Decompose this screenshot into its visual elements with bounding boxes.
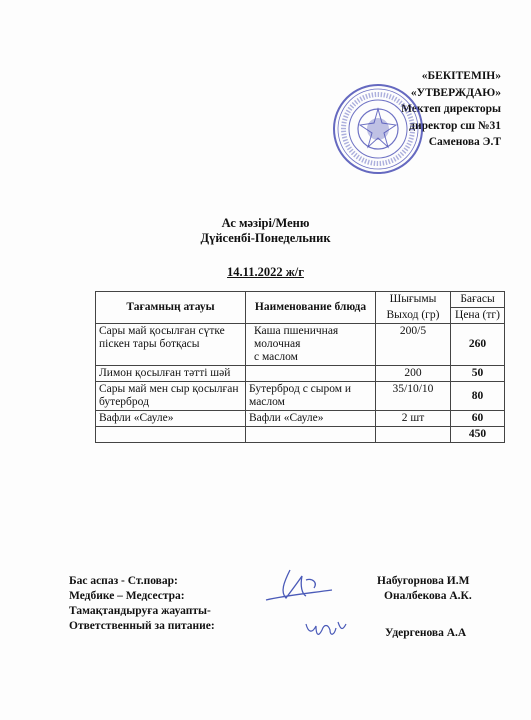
nurse-name: Оналбекова А.К. — [384, 590, 472, 602]
approval-line-3: Мектеп директоры — [401, 103, 501, 115]
official-seal-stamp — [332, 83, 424, 175]
responsible-role-ru: Ответственный за питание: — [69, 620, 215, 632]
table-total-row — [96, 427, 505, 443]
header-price-ru: Цена (тг) — [451, 308, 505, 324]
dish-name-kz: Сары май қосылған сүтке піскен тары ботқасы — [96, 324, 246, 366]
approval-line-4: директор сш №31 — [409, 119, 501, 132]
dish-price: 80 — [451, 382, 505, 411]
table-header-row — [96, 292, 505, 308]
menu-day: Дүйсенбі-Понедельник — [200, 231, 331, 245]
dish-name-ru: Каша пшеничная молочная с маслом — [246, 324, 376, 366]
header-name-ru: Наименование блюда — [246, 292, 376, 324]
menu-title: Ас мәзірі/Меню — [221, 216, 310, 230]
table-row — [96, 324, 505, 366]
dish-yield: 2 шт — [376, 411, 451, 427]
dish-name-ru — [246, 366, 376, 382]
dish-price: 60 — [451, 411, 505, 427]
dish-name-kz: Сары май мен сыр қосылған бутерброд — [96, 382, 246, 411]
menu-date: 14.11.2022 ж/г — [227, 265, 304, 279]
approval-line-1: «БЕКІТЕМІН» — [421, 70, 501, 82]
header-name-kz: Тағамның атауы — [96, 292, 246, 324]
table-row — [96, 411, 505, 427]
dish-yield: 35/10/10 — [376, 382, 451, 411]
nurse-role: Медбике – Медсестра: — [69, 590, 185, 602]
chef-name: Набугорнова И.М — [377, 575, 470, 587]
table-row — [96, 366, 505, 382]
dish-name-kz: Вафли «Сауле» — [96, 411, 246, 427]
responsible-role-kz: Тамақтандыруға жауапты- — [69, 605, 211, 617]
signature-roles — [69, 574, 215, 634]
dish-name-ru: Вафли «Сауле» — [246, 411, 376, 427]
header-price-kz: Бағасы — [451, 292, 505, 308]
approval-line-5: Саменова Э.Т — [428, 136, 501, 148]
menu-table — [95, 291, 505, 443]
approval-line-2: «УТВЕРЖДАЮ» — [410, 86, 501, 99]
responsible-handwritten-signature — [300, 614, 355, 644]
dish-yield: 200/5 — [376, 324, 451, 366]
dish-name-ru: Бутерброд с сыром и маслом — [246, 382, 376, 411]
header-yield-kz: Шығымы — [376, 292, 451, 308]
chef-handwritten-signature — [262, 560, 342, 610]
table-row — [96, 382, 505, 411]
chef-role: Бас аспаз - Ст.повар: — [69, 575, 178, 587]
dish-price: 260 — [451, 324, 505, 366]
responsible-name: Удергенова А.А — [385, 627, 467, 639]
dish-yield: 200 — [376, 366, 451, 382]
total-price: 450 — [451, 427, 505, 443]
header-yield-ru: Выход (гр) — [376, 308, 451, 324]
dish-name-kz: Лимон қосылған тәтті шәй — [96, 366, 246, 382]
dish-price: 50 — [451, 366, 505, 382]
